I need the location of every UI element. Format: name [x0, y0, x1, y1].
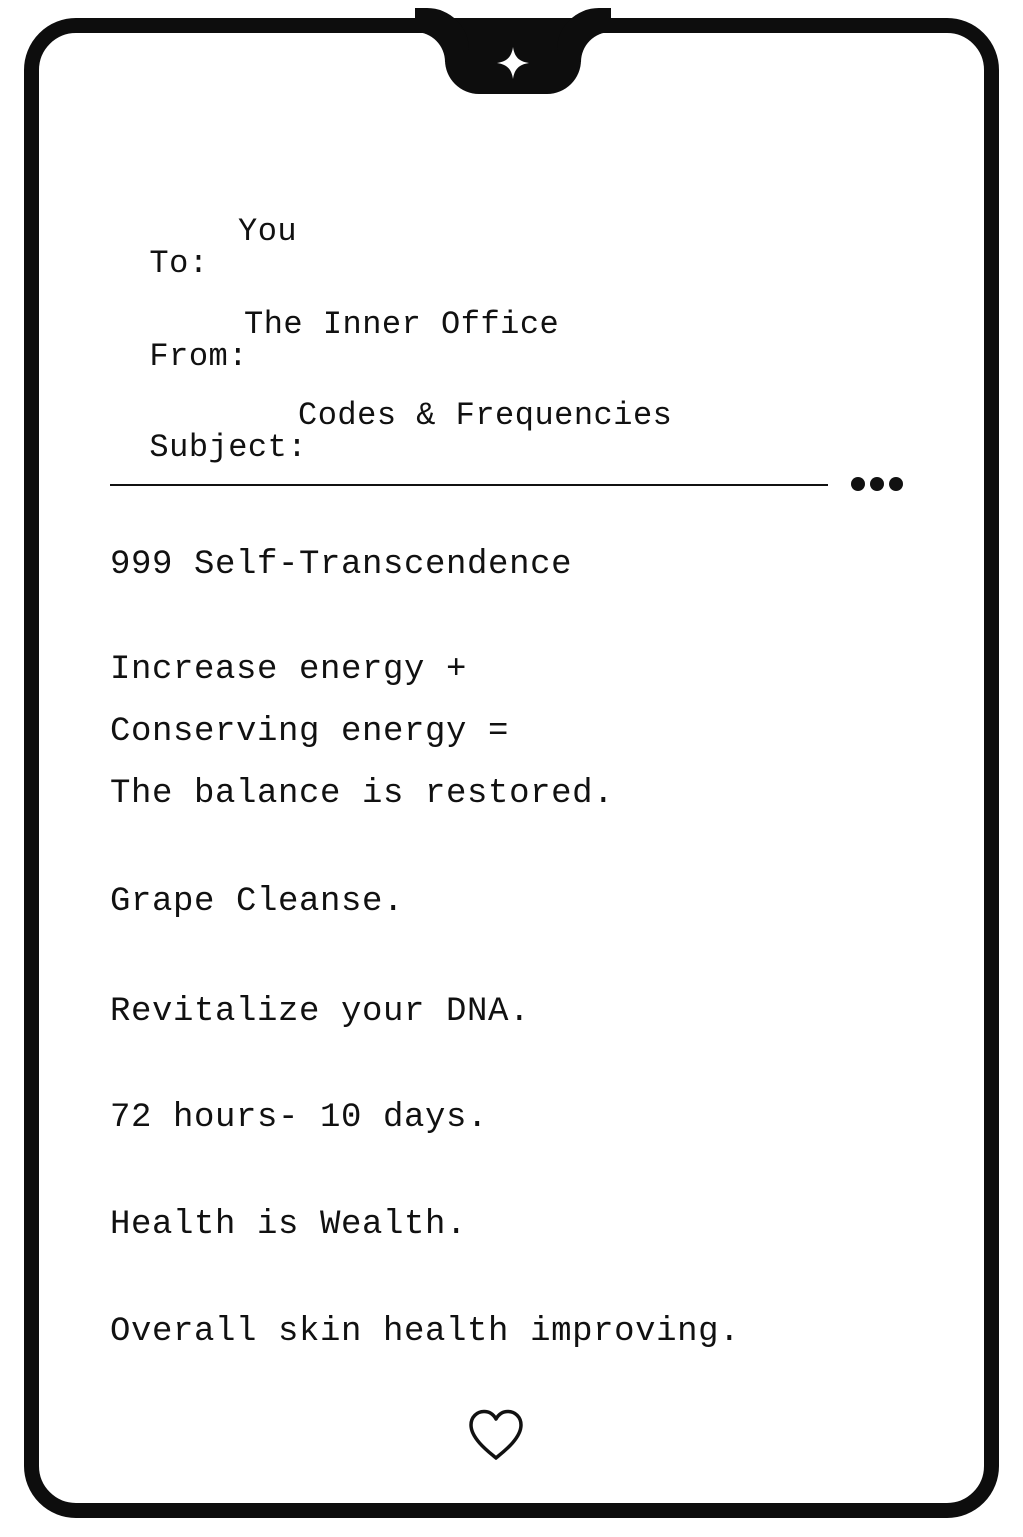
message-line: Revitalize your DNA. — [110, 993, 531, 1031]
subject-label: Subject: — [149, 429, 308, 466]
heart-icon[interactable] — [467, 1408, 525, 1462]
message-line: Health is Wealth. — [110, 1206, 468, 1244]
message-line: Increase energy + — [110, 651, 468, 689]
to-label: To: — [149, 245, 209, 282]
subject-row — [110, 397, 673, 496]
sparkle-icon — [496, 46, 530, 80]
from-value: The Inner Office — [244, 306, 560, 343]
message-line: 72 hours- 10 days. — [110, 1099, 489, 1137]
to-row — [110, 213, 298, 312]
message-line: Overall skin health improving. — [110, 1313, 741, 1351]
subject-value: Codes & Frequencies — [298, 397, 673, 434]
top-notch — [445, 18, 581, 94]
message-line: 999 Self-Transcendence — [110, 546, 573, 584]
from-row — [110, 306, 560, 405]
from-label: From: — [149, 338, 248, 375]
more-dots-icon[interactable] — [850, 476, 904, 492]
header-divider — [110, 484, 828, 486]
message-line: Grape Cleanse. — [110, 883, 405, 921]
to-value: You — [238, 213, 298, 250]
message-line: The balance is restored. — [110, 775, 615, 813]
message-line: Conserving energy = — [110, 713, 510, 751]
